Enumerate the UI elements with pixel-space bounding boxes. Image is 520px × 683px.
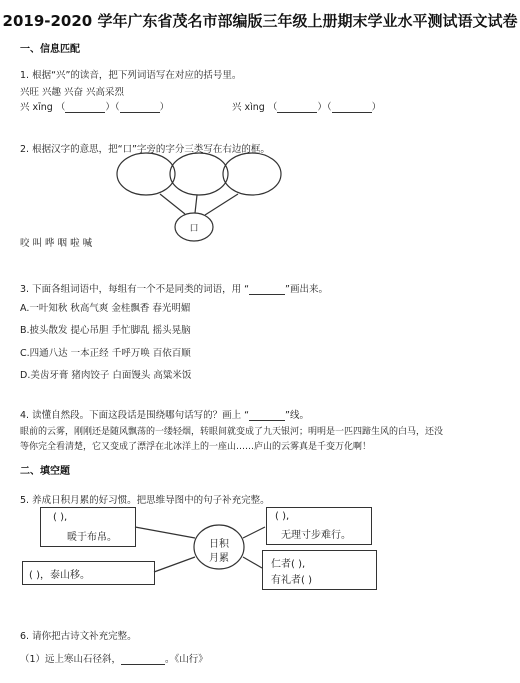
option-row-a[interactable]: A.一叶知秋 秋高气爽 金桂飘香 春光明媚 — [20, 303, 191, 314]
center-char: 口 — [189, 224, 199, 234]
question-1-stem: 1. 根据“兴”的读音，把下列词语写在对应的括号里。 — [20, 70, 242, 81]
question-1-left-label: 兴 xīng — [20, 102, 53, 113]
connector-line — [195, 195, 197, 213]
box-line: ( ), — [275, 511, 290, 522]
mindmap-box-4[interactable] — [262, 550, 377, 590]
box-line: 无理寸步难行。 — [281, 530, 351, 541]
question-2-chars: 咬 叫 哗 咽 啦 喊 — [20, 238, 93, 249]
connector-line — [160, 194, 185, 214]
box-line: 仁者( ), — [271, 559, 306, 570]
mindmap-connector — [243, 557, 262, 568]
passage-line-2: 等你完全看清楚，它又变成了漂浮在北冰洋上的一座山……庐山的云雾真是千变万化啊！ — [20, 442, 372, 452]
box-line: 暖于布帛。 — [67, 532, 117, 543]
box-line: 有礼者( ) — [271, 575, 312, 586]
underline-sample — [249, 284, 285, 295]
box-line: ( )，泰山移。 — [29, 570, 90, 581]
mindmap-box-1[interactable] — [40, 507, 136, 547]
box-line: ( ), — [53, 512, 68, 523]
mindmap-connector — [135, 527, 195, 538]
category-circle-1 — [117, 153, 175, 195]
question-4-stem: 4. 读懂自然段。下面这段话是围绕哪句话写的？画上 “ ”线。 — [20, 410, 309, 421]
category-circle-2 — [170, 153, 228, 195]
page-title: 2019-2020 学年广东省茂名市部编版三年级上册期末学业水平测试语文试卷 — [2, 12, 518, 30]
option-row-c[interactable]: C.四通八达 一本正经 千呼万唤 百依百顺 — [20, 348, 191, 359]
question-6-stem: 6. 请你把古诗文补充完整。 — [20, 631, 137, 642]
question-2-stem: 2. 根据汉字的意思，把“口”字旁的字分三类写在右边的框。 — [20, 144, 270, 155]
question-6-line-1: （1）远上寒山石径斜， 。《山行》 — [20, 654, 208, 665]
underline-sample — [249, 410, 285, 421]
mindmap-box-2[interactable] — [266, 507, 372, 545]
mindmap-connector — [154, 557, 195, 572]
category-circle-3 — [223, 153, 281, 195]
question-3-stem: 3. 下面各组词语中，每组有一个不是同类的词语，用 “ ”画出来。 — [20, 284, 328, 295]
poem-blank[interactable] — [121, 654, 165, 665]
section-heading-2: 二、填空题 — [20, 466, 70, 477]
mindmap-connector — [243, 527, 265, 538]
passage-line-1: 眼前的云雾，刚刚还是随风飘荡的一缕轻烟，转眼间就变成了九天银河；明明是一匹四蹄生风的白马，还没 — [20, 427, 444, 437]
question-1-right-label: 兴 xìng — [232, 102, 265, 113]
connector-line — [205, 194, 238, 215]
question-1-right-row: 兴 xìng （ ）（ ） — [232, 102, 382, 113]
section-heading-1: 一、信息匹配 — [20, 44, 80, 55]
question-1-words: 兴旺 兴趣 兴奋 兴高采烈 — [20, 87, 125, 98]
question-1-left-row: 兴 xīng （ ）（ ） — [20, 102, 170, 113]
mindmap-center-line-1: 日积 — [209, 539, 229, 550]
mindmap-box-3[interactable] — [22, 561, 155, 585]
question-5-stem: 5. 养成日积月累的好习惯。把思维导图中的句子补充完整。 — [20, 495, 270, 506]
option-row-d[interactable]: D.美齿牙膏 猪肉饺子 白面馒头 高粱米饭 — [20, 370, 192, 381]
mindmap-center-line-2: 月累 — [209, 553, 229, 564]
option-row-b[interactable]: B.披头散发 提心吊胆 手忙脚乱 摇头晃脑 — [20, 325, 191, 336]
